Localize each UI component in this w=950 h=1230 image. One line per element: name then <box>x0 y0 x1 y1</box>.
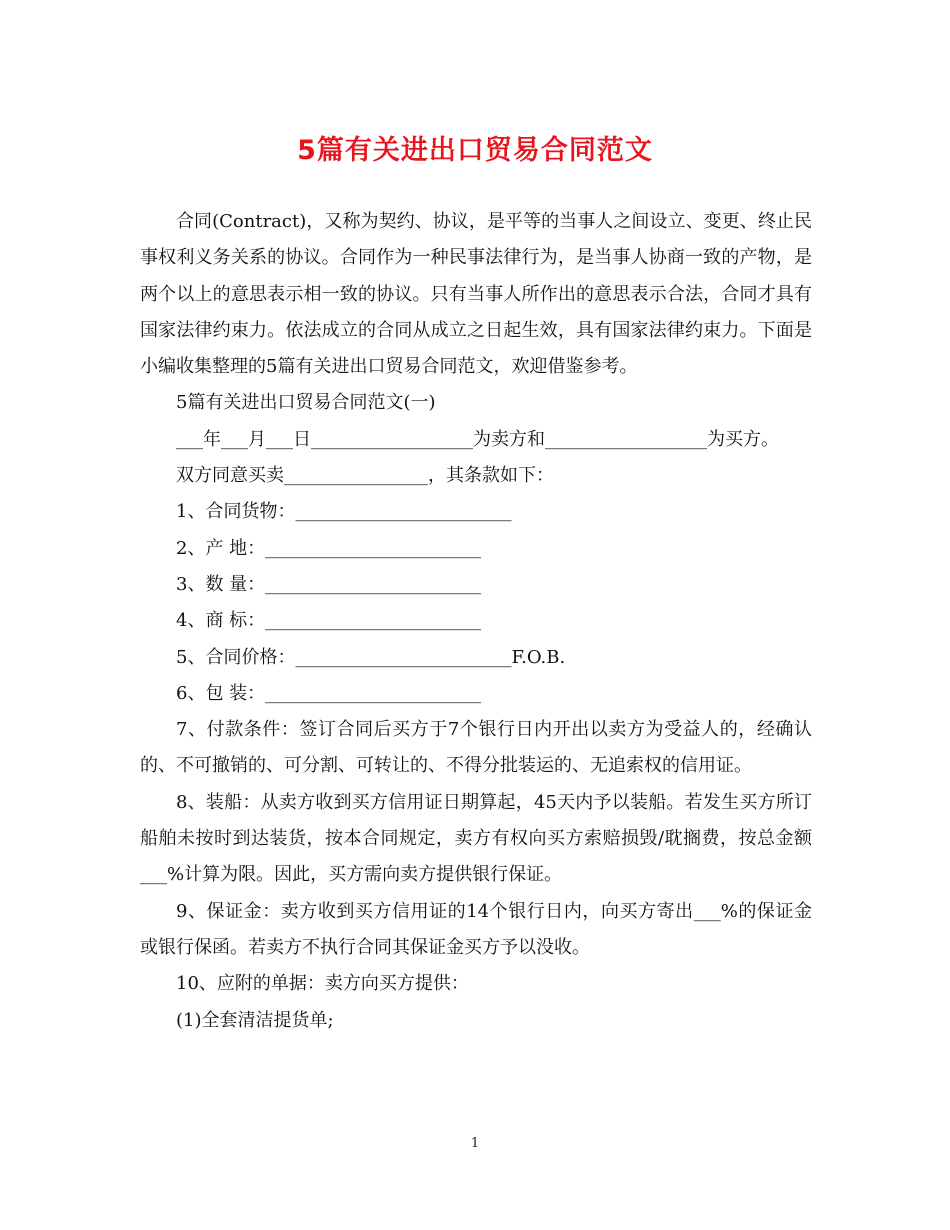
clause-trademark: 4、商 标：________________________ <box>176 610 482 632</box>
clause-packing: 6、包 装：________________________ <box>176 682 482 704</box>
clause-documents: 10、应附的单据：卖方向买方提供： <box>176 973 469 995</box>
document-item-bill-of-lading: (1)全套清洁提货单; <box>176 1009 334 1031</box>
section-heading: 5篇有关进出口贸易合同范文(一) <box>176 392 436 414</box>
clause-shipment: 8、装船：从卖方收到买方信用证日期算起，45天内予以装船。若发生买方所订船舶未按时到达装货，按本合同规定，卖方有权向买方索赔损毁/耽搁费，按总金额___%计算为限。因此，买方需向卖方提供银行保证。 <box>140 791 812 886</box>
clause-deposit: 9、保证金：卖方收到买方信用证的14个银行日内，向买方寄出___%的保证金或银行保函。若卖方不执行合同其保证金买方予以没收。 <box>140 900 812 958</box>
document-title: 5篇有关进出口贸易合同范文 <box>297 135 653 166</box>
page-number: 1 <box>470 1136 480 1151</box>
agreement-line: 双方同意买卖________________，其条款如下： <box>176 465 554 487</box>
clause-price: 5、合同价格：________________________F.O.B. <box>176 646 566 668</box>
clause-quantity: 3、数 量：________________________ <box>176 573 482 595</box>
clause-origin: 2、产 地：________________________ <box>176 537 482 559</box>
document-body <box>140 204 812 1039</box>
parties-line: ___年___月___日__________________为卖方和__________________为买方。 <box>176 428 779 450</box>
intro-paragraph: 合同(Contract)，又称为契约、协议，是平等的当事人之间设立、变更、终止民事权利义务关系的协议。合同作为一种民事法律行为，是当事人协商一致的产物，是两个以上的意思表示相一致的协议。只有当事人所作出的意思表示合法，合同才具有国家法律约束力。依法成立的合同从成立之日起生效，具有国家法律约束力。下面是小编收集整理的5篇有关进出口贸易合同范文，欢迎借鉴参考。 <box>140 211 812 378</box>
clause-goods: 1、合同货物：________________________ <box>176 501 512 523</box>
clause-payment: 7、付款条件：签订合同后买方于7个银行日内开出以卖方为受益人的，经确认的、不可撤销的、可分割、可转让的、不得分批装运的、无追索权的信用证。 <box>140 719 812 777</box>
